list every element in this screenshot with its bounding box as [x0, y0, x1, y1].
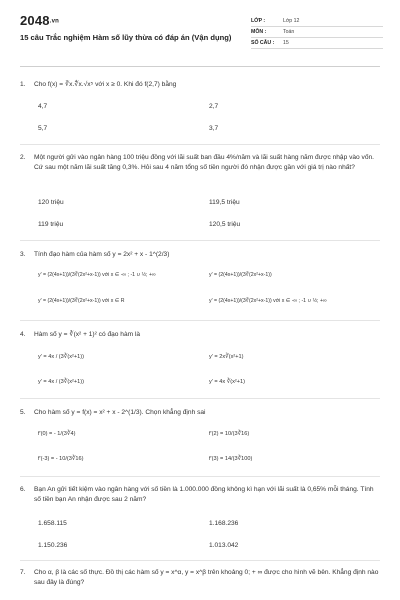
question-number: 2.	[20, 154, 26, 161]
logo[interactable]	[20, 13, 59, 28]
option-a[interactable]: 1.658.115	[38, 520, 67, 527]
option-d[interactable]: 3,7	[209, 125, 219, 132]
option-c[interactable]: y' = (2(4x+1))/(3∛(2x²+x-1)) với x ∈ R	[38, 298, 125, 304]
header	[0, 0, 400, 66]
logo-suffix: .vn	[49, 18, 60, 25]
meta-row-count	[251, 38, 383, 49]
question-divider	[20, 398, 380, 399]
meta-key: SỐ CÂU :	[251, 40, 275, 46]
document-title: 15 câu Trắc nghiệm Hàm số lũy thừa có đáp án (Vận dụng)	[20, 33, 232, 42]
question-divider	[20, 320, 380, 321]
meta-table	[251, 16, 383, 49]
option-d[interactable]: y' = (2(4x+1))/(3∛(2x²+x-1)) với x ∈ -∞ ; -1 ∪ ½; +∞	[209, 298, 327, 304]
question-divider	[20, 144, 380, 145]
meta-value: 15	[283, 40, 289, 46]
question-number: 6.	[20, 486, 26, 493]
option-a[interactable]: y' = (2(4x+1))/(3∛(2x²+x-1)) với x ∈ -∞ ; -1 ∪ ½; +∞	[38, 272, 156, 278]
option-b[interactable]: 1.168.236	[209, 520, 239, 527]
question-7	[20, 568, 382, 588]
question-number: 4.	[20, 331, 26, 338]
option-c[interactable]: 1.150.236	[38, 542, 68, 549]
question-text: Hàm số y = ∛(x² + 1)² có đạo hàm là	[34, 331, 141, 338]
question-text: Cho α, β là các số thực. Đồ thị các hàm số y = x^α, y = x^β trên khoảng 0; + ∞ được cho hình vẽ bên. Khẳng định nào sau đây là đúng?	[34, 569, 379, 586]
option-c[interactable]: 119 triệu	[38, 221, 64, 228]
question-number: 1.	[20, 81, 26, 88]
meta-value: Toán	[283, 29, 295, 35]
meta-key: MÔN :	[251, 29, 267, 35]
meta-value: Lớp 12	[283, 18, 300, 24]
option-d[interactable]: 1.013.042	[209, 542, 239, 549]
question-number: 5.	[20, 409, 26, 416]
question-text: Cho hàm số y = f(x) = x² + x - 2^(1/3). Chọn khẳng định sai	[34, 409, 206, 416]
question-2	[20, 153, 382, 173]
option-a[interactable]: 120 triệu	[38, 199, 64, 206]
option-d[interactable]: 120,5 triệu	[209, 221, 241, 228]
question-text: Cho f(x) = ∛x.∜x.√x⁵ với x ≥ 0. Khi đó f(2,7) bằng	[34, 81, 177, 88]
meta-key: LỚP :	[251, 18, 266, 24]
question-5	[20, 408, 382, 418]
question-text: Một người gửi vào ngân hàng 100 triệu đồng với lãi suất ban đầu 4%/năm và lãi suất hàng năm được nhập vào vốn. Cứ sau một năm lãi suất tăng 0,3%. Hỏi sau 4 năm tổng số tiền người đó nhận được gần với giá trị nào nhất?	[34, 154, 374, 171]
option-c[interactable]: 5,7	[38, 125, 48, 132]
question-divider	[20, 240, 380, 241]
question-6	[20, 485, 382, 505]
meta-row-subject	[251, 27, 383, 38]
option-b[interactable]: f'(2) = 10/(3∛16)	[209, 431, 250, 437]
option-c[interactable]: y' = 4x / (3∛(x²+1))	[38, 379, 84, 385]
question-text: Bạn An gửi tiết kiệm vào ngân hàng với số tiền là 1.000.000 đồng không kì hạn với lãi suất là 0,65% mỗi tháng. Tính số tiền bạn An nhận được sau 2 năm?	[34, 486, 374, 503]
option-b[interactable]: 2,7	[209, 103, 219, 110]
option-b[interactable]: 119,5 triệu	[209, 199, 240, 206]
question-1	[20, 80, 382, 90]
question-3	[20, 250, 382, 260]
question-text: Tính đạo hàm của hàm số y = 2x² + x - 1^(2/3)	[34, 251, 170, 258]
question-divider	[20, 476, 380, 477]
question-divider	[20, 560, 380, 561]
option-d[interactable]: y' = 4x ∛(x²+1)	[209, 379, 246, 385]
header-divider	[20, 66, 380, 67]
option-a[interactable]: y' = 4x / (3∛(x²+1))	[38, 354, 84, 360]
option-a[interactable]: f'(0) = - 1/(3∛4)	[38, 431, 76, 437]
option-a[interactable]: 4,7	[38, 103, 48, 110]
logo-text: 2048	[20, 13, 50, 28]
question-4	[20, 330, 382, 340]
option-d[interactable]: f'(3) = 14/(3∛100)	[209, 456, 253, 462]
question-number: 3.	[20, 251, 26, 258]
option-b[interactable]: y' = 2x∛(x²+1)	[209, 354, 244, 360]
meta-row-grade	[251, 16, 383, 27]
option-c[interactable]: f'(-3) = - 10/(3∛16)	[38, 456, 84, 462]
question-number: 7.	[20, 569, 26, 576]
option-b[interactable]: y' = (2(4x+1))/(3∛(2x²+x-1))	[209, 272, 272, 278]
